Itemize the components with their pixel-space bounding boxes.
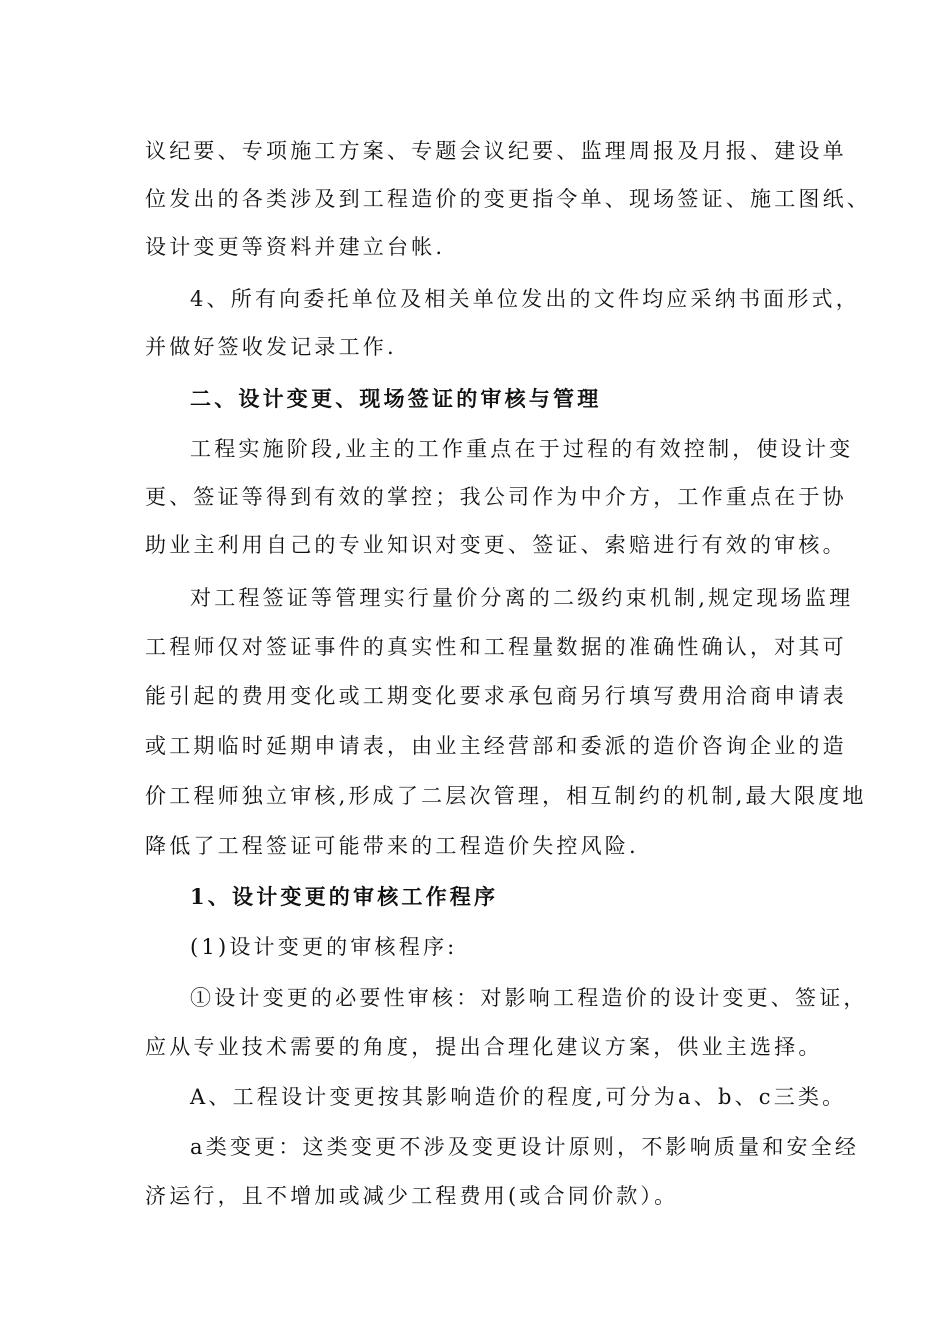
text-line: 更、签证等得到有效的掌控；我公司作为中介方，工作重点在于协 — [145, 485, 847, 509]
text-line: 降低了工程签证可能带来的工程造价失控风险. — [145, 834, 639, 858]
paragraph-line: a类变更：这类变更不涉及变更设计原则，不影响质量和安全经 — [190, 1135, 860, 1159]
text-line: 济运行，且不增加或减少工程费用(或合同价款）。 — [145, 1184, 679, 1208]
paragraph-item-4: 4、所有向委托单位及相关单位发出的文件均应采纳书面形式， — [190, 287, 860, 311]
paragraph-line: 对工程签证等管理实行量价分离的二级约束机制,规定现场监理 — [190, 586, 854, 610]
text-line: 设计变更等资料并建立台帐. — [145, 235, 446, 259]
text-line: 应从专业技术需要的角度，提出合理化建议方案，供业主选择。 — [145, 1035, 823, 1059]
paragraph-line: ①设计变更的必要性审核：对影响工程造价的设计变更、签证， — [190, 986, 868, 1010]
subsection-heading: 1、设计变更的审核工作程序 — [190, 884, 499, 909]
paragraph-line: 工程实施阶段,业主的工作重点在于过程的有效控制，使设计变 — [190, 437, 854, 461]
text-line: 议纪要、专项施工方案、专题会议纪要、监理周报及月报、建设单 — [145, 139, 847, 163]
text-line: 位发出的各类涉及到工程造价的变更指令单、现场签证、施工图纸、 — [145, 187, 871, 211]
section-heading: 二、设计变更、现场签证的审核与管理 — [190, 386, 602, 411]
text-line: 助业主利用自己的专业知识对变更、签证、索赔进行有效的审核。 — [145, 533, 847, 557]
text-line: 或工期临时延期申请表，由业主经营部和委派的造价咨询企业的造 — [145, 734, 847, 758]
subheading-line: (1)设计变更的审核程序: — [190, 935, 458, 959]
paragraph-line: A、工程设计变更按其影响造价的程度,可分为a、b、c三类。 — [190, 1085, 847, 1109]
text-line: 价工程师独立审核,形成了二层次管理，相互制约的机制,最大限度地 — [145, 784, 867, 808]
text-line: 并做好签收发记录工作. — [145, 335, 397, 359]
text-line: 工程师仅对签证事件的真实性和工程量数据的准确性确认，对其可 — [145, 635, 847, 659]
text-line: 能引起的费用变化或工期变化要求承包商另行填写费用洽商申请表 — [145, 684, 847, 708]
